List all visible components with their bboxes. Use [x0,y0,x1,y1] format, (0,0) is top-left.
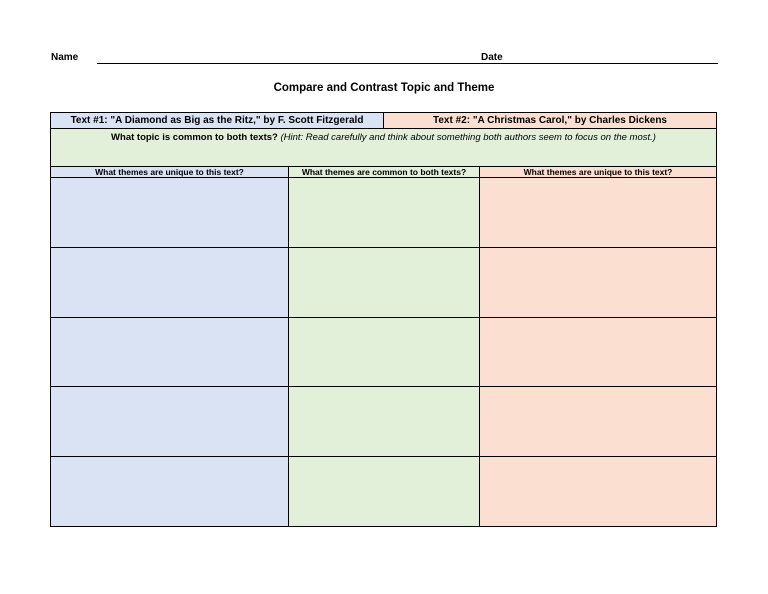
common-theme-cell[interactable] [289,318,480,387]
table-row [51,387,716,457]
unique-theme-text2-cell[interactable] [480,178,716,247]
unique-theme-text2-cell[interactable] [480,387,716,456]
table-row [51,178,716,248]
table-row [51,248,716,318]
text-titles-row [51,113,716,129]
unique-theme-text2-cell[interactable] [480,457,716,526]
common-theme-cell[interactable] [289,457,480,526]
unique-theme-text1-cell[interactable] [51,387,289,456]
common-theme-cell[interactable] [289,178,480,247]
unique-themes-text1-header: What themes are unique to this text? [51,167,289,177]
themes-grid [51,178,716,526]
themes-header-row [51,167,716,178]
text1-title: Text #1: "A Diamond as Big as the Ritz," by F. Scott Fitzgerald [51,113,384,128]
common-theme-cell[interactable] [289,248,480,317]
name-label: Name [51,52,79,63]
common-topic-cell[interactable] [51,129,716,167]
text2-title: Text #2: "A Christmas Carol," by Charles Dickens [384,113,716,128]
date-label: Date [481,52,503,63]
unique-theme-text1-cell[interactable] [51,318,289,387]
topic-question: What topic is common to both texts? [111,132,278,143]
name-date-row [51,52,718,68]
topic-hint: (Hint: Read carefully and think about something both authors seem to focus on the most.) [280,132,656,143]
worksheet-table [50,112,717,527]
unique-theme-text2-cell[interactable] [480,248,716,317]
unique-theme-text1-cell[interactable] [51,457,289,526]
common-themes-header: What themes are common to both texts? [289,167,480,177]
date-field[interactable] [526,63,718,64]
unique-theme-text1-cell[interactable] [51,178,289,247]
name-field[interactable] [97,63,528,64]
unique-theme-text2-cell[interactable] [480,318,716,387]
common-theme-cell[interactable] [289,387,480,456]
table-row [51,457,716,526]
page-title: Compare and Contrast Topic and Theme [273,82,495,94]
unique-theme-text1-cell[interactable] [51,248,289,317]
unique-themes-text2-header: What themes are unique to this text? [480,167,716,177]
table-row [51,318,716,388]
